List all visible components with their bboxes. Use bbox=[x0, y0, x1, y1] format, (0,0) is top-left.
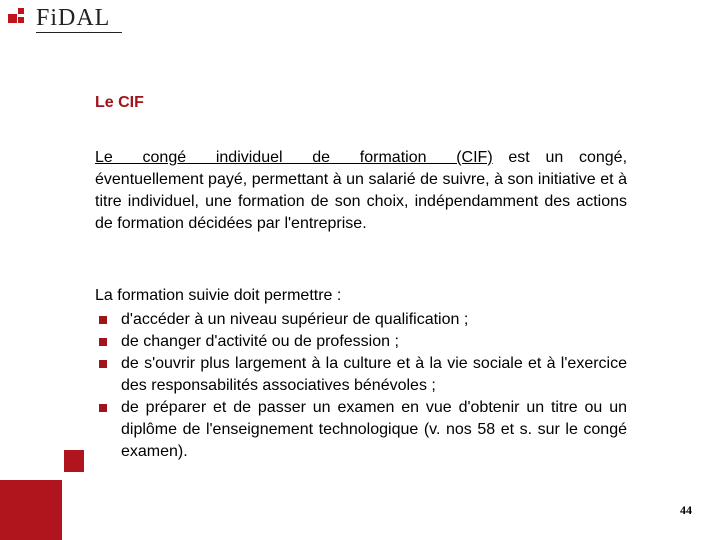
square-bullet-icon bbox=[99, 360, 107, 368]
logo-mark bbox=[18, 17, 24, 23]
logo-mark bbox=[18, 8, 24, 14]
bullet-list bbox=[95, 309, 627, 463]
square-bullet-icon bbox=[99, 404, 107, 412]
logo-wordmark: FiDAL bbox=[36, 5, 111, 31]
square-bullet-icon bbox=[99, 316, 107, 324]
list-item-text: d'accéder à un niveau supérieur de qualification ; bbox=[121, 311, 469, 328]
list-item-text: de s'ouvrir plus largement à la culture et à la vie sociale et à l'exercice des responsabilités associatives bénévoles ; bbox=[121, 355, 627, 394]
slide-title: Le CIF bbox=[95, 94, 144, 111]
logo-mark bbox=[8, 14, 17, 23]
list-item-text: de préparer et de passer un examen en vue d'obtenir un titre ou un diplôme de l'enseignement technologique (v. nos 58 et s. sur le congé examen). bbox=[121, 399, 627, 460]
square-bullet-icon bbox=[99, 338, 107, 346]
fidal-logo bbox=[8, 6, 128, 32]
intro-text: est un congé, éventuellement payé, permettant à un salarié de suivre, à son initiative et à titre individuel, une formation de son choix, indépendamment des actions de formation décidées par l'entreprise. bbox=[95, 149, 628, 232]
list-item bbox=[95, 309, 627, 331]
list-item-text: de changer d'activité ou de profession ; bbox=[121, 333, 399, 350]
logo-underline bbox=[36, 32, 122, 33]
defined-term: Le congé individuel de formation (CIF) bbox=[95, 149, 493, 166]
decorative-block bbox=[0, 480, 62, 540]
decorative-square bbox=[64, 450, 84, 472]
page-number: 44 bbox=[680, 503, 692, 517]
list-item bbox=[95, 353, 627, 397]
intro-paragraph bbox=[95, 147, 627, 235]
list-lead: La formation suivie doit permettre : bbox=[95, 287, 342, 304]
list-item bbox=[95, 397, 627, 463]
list-item bbox=[95, 331, 627, 353]
